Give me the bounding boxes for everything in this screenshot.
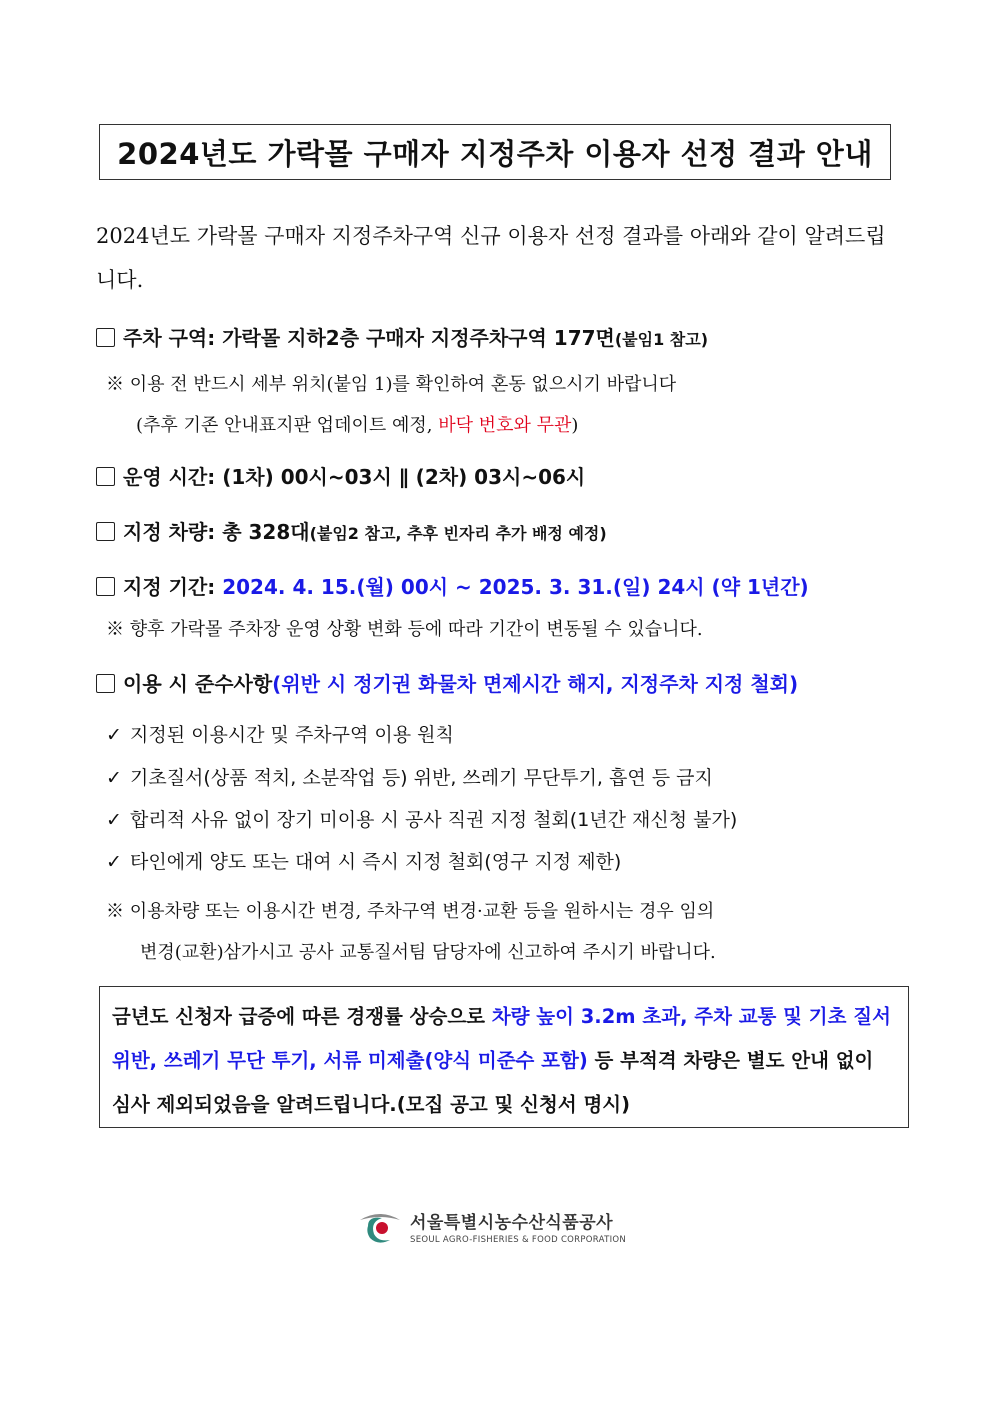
check-mark-icon: ✓	[106, 767, 122, 789]
parking-area-value: 가락몰 지하2층 구매자 지정주차구역 177면	[222, 326, 615, 350]
period-value: 2024. 4. 15.(월) 00시 ~ 2025. 3. 31.(일) 24시 (약 1년간)	[222, 575, 809, 599]
period-label: 지정 기간:	[123, 575, 216, 599]
checkbox-icon	[96, 467, 115, 486]
section-rules	[96, 668, 798, 697]
parking-note-2	[136, 411, 578, 437]
check-mark-icon: ✓	[106, 809, 122, 831]
rule-item	[106, 805, 737, 832]
rule-item-text: 기초질서(상품 적치, 소분작업 등) 위반, 쓰레기 무단투기, 흡연 등 금지	[130, 767, 713, 789]
parking-area-label: 주차 구역:	[123, 326, 216, 350]
parking-note-2-highlight: 바닥 번호와 무관	[438, 415, 572, 436]
rules-note-line-2: 변경(교환)삼가시고 공사 교통질서팀 담당자에 신고하여 주시기 바랍니다.	[140, 942, 716, 963]
document-title: 2024년도 가락몰 구매자 지정주차 이용자 선정 결과 안내	[99, 124, 891, 180]
section-operating-hours	[96, 461, 585, 490]
vehicles-ref: (붙임2 참고, 추후 빈자리 추가 배정 예정)	[309, 524, 607, 543]
check-mark-icon: ✓	[106, 851, 122, 873]
intro-paragraph: 2024년도 가락몰 구매자 지정주차구역 신규 이용자 선정 결과를 아래와 같이 알려드립니다.	[96, 224, 886, 292]
section-period	[96, 571, 809, 600]
period-note: ※ 향후 가락몰 주차장 운영 상황 변화 등에 따라 기간이 변동될 수 있습니다.	[106, 619, 703, 640]
notice-box	[99, 986, 909, 1128]
section-vehicles	[96, 516, 607, 545]
checkbox-icon	[96, 522, 115, 541]
org-name-english: SEOUL AGRO-FISHERIES & FOOD CORPORATION	[410, 1234, 627, 1245]
vehicles-value: 총 328대	[222, 520, 310, 544]
operating-hours-label: 운영 시간:	[123, 465, 216, 489]
rule-item-text: 타인에게 양도 또는 대여 시 즉시 지정 철회(영구 지정 제한)	[130, 851, 622, 873]
rules-note-line-1: ※ 이용차량 또는 이용시간 변경, 주차구역 변경·교환 등을 원하시는 경우 임의	[106, 901, 715, 922]
operating-hours-value: (1차) 00시~03시 ∥ (2차) 03시~06시	[222, 465, 586, 489]
notice-text-highlight: 차량 높이 3.2m 초과, 주차 교통 및 기초 질서 위반, 쓰레기 무단 투기, 서류 미제출(양식 미준수 포함)	[112, 1005, 891, 1072]
org-name-korean: 서울특별시농수산식품공사	[410, 1212, 614, 1233]
rule-item	[106, 847, 621, 874]
checkbox-icon	[96, 674, 115, 693]
rule-item	[106, 763, 713, 790]
parking-area-ref: (붙임1 참고)	[614, 330, 709, 349]
rule-item	[106, 720, 454, 747]
parking-note-2-suffix: )	[571, 415, 579, 436]
rules-warning: (위반 시 정기권 화물차 면제시간 해지, 지정주차 지정 철회)	[272, 672, 799, 696]
rules-label: 이용 시 준수사항	[123, 672, 273, 696]
checkbox-icon	[96, 577, 115, 596]
footer-logo	[356, 1206, 626, 1246]
section-parking-area	[96, 322, 708, 351]
notice-text-3: 등 부적격 차량은 별도 안내 없이 심사 제외되었음을 알려드립니다.(모집 공고 및 신청서 명시)	[112, 1049, 874, 1116]
vehicles-label: 지정 차량:	[123, 520, 216, 544]
corporation-emblem-icon	[356, 1206, 404, 1246]
checkbox-icon	[96, 328, 115, 347]
rule-item-text: 합리적 사유 없이 장기 미이용 시 공사 직권 지정 철회(1년간 재신청 불가)	[130, 809, 738, 831]
check-mark-icon: ✓	[106, 724, 122, 746]
notice-text-1: 금년도 신청자 급증에 따른 경쟁률 상승으로	[112, 1005, 486, 1028]
parking-note-2-prefix: (추후 기존 안내표지판 업데이트 예정,	[136, 415, 433, 436]
rule-item-text: 지정된 이용시간 및 주차구역 이용 원칙	[130, 724, 454, 746]
parking-note-1: ※ 이용 전 반드시 세부 위치(붙임 1)를 확인하여 혼동 없으시기 바랍니다	[106, 374, 677, 395]
